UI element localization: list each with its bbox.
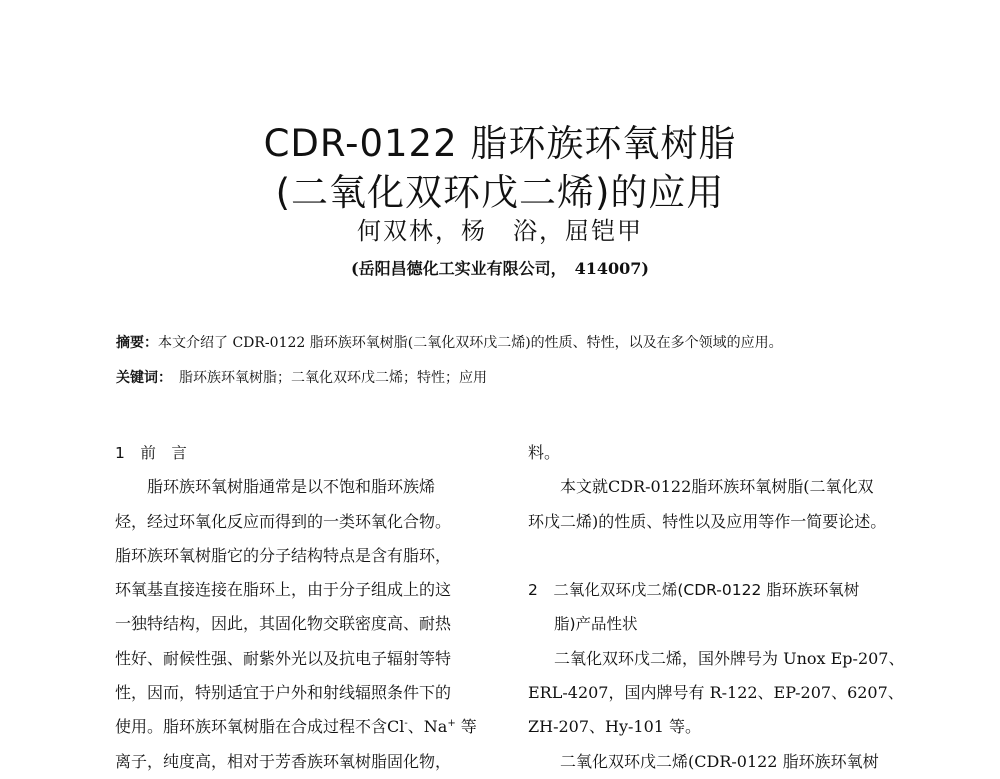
body-line: 环戊二烯)的性质、特性以及应用等作一简要论述。 bbox=[528, 511, 887, 531]
keywords bbox=[116, 368, 916, 388]
section-1-heading: 1 前 言 bbox=[115, 444, 187, 462]
authors: 何双林，杨 浴，屈铠甲 bbox=[357, 217, 643, 245]
body-line: 烃，经过环氧化反应而得到的一类环氧化合物。 bbox=[115, 511, 452, 531]
keywords-text: 脂环族环氧树脂；二氧化双环戊二烯；特性；应用 bbox=[165, 370, 487, 386]
body-line-cut: 二氧化双环戊二烯(CDR-0122 脂环族环氧树 bbox=[560, 751, 879, 771]
section-2-heading-cont: 脂)产品性状 bbox=[554, 615, 638, 634]
body-line: 性好、耐候性强、耐紫外光以及抗电子辐射等特 bbox=[115, 648, 452, 668]
body-line: ZH-207、Hy-101 等。 bbox=[528, 717, 702, 737]
body-line: 脂环族环氧树脂通常是以不饱和脂环族烯 bbox=[147, 477, 436, 497]
body-line: 本文就CDR-0122脂环族环氧树脂(二氧化双 bbox=[560, 477, 874, 497]
body-text: 、Na bbox=[407, 717, 448, 737]
abstract bbox=[116, 333, 916, 353]
paper-title-line-1: CDR-0122 脂环族环氧树脂 bbox=[263, 122, 737, 165]
keywords-label: 关键词： bbox=[116, 370, 165, 386]
superscript-minus: - bbox=[404, 718, 408, 730]
body-line: ERL-4207，国内牌号有 R-122、EP-207、6207、 bbox=[528, 683, 904, 703]
superscript-plus: + bbox=[447, 718, 456, 730]
body-line: 脂环族环氧树脂它的分子结构特点是含有脂环， bbox=[115, 545, 452, 565]
abstract-text: 本文介绍了 CDR-0122 脂环族环氧树脂(二氧化双环戊二烯)的性质、特性，以及在多个领域的应用。 bbox=[158, 335, 783, 351]
abstract-label: 摘要： bbox=[116, 335, 158, 351]
body-line: 一独特结构，因此，其固化物交联密度高、耐热 bbox=[115, 614, 452, 634]
body-line-cut: 离子，纯度高，相对于芳香族环氧树脂固化物， bbox=[115, 751, 452, 771]
body-text: 等 bbox=[455, 717, 477, 737]
section-2-heading: 2 二氧化双环戊二烯(CDR-0122 脂环族环氧树 bbox=[528, 581, 860, 600]
body-line: 性，因而，特别适宜于户外和射线辐照条件下的 bbox=[115, 683, 452, 703]
body-line: 环氧基直接连接在脂环上，由于分子组成上的这 bbox=[115, 580, 452, 600]
body-line bbox=[115, 710, 505, 744]
spacer bbox=[528, 539, 923, 573]
body-text: 使用。脂环族环氧树脂在合成过程不含Cl bbox=[115, 717, 405, 737]
body-line: 二氧化双环戊二烯，国外牌号为 Unox Ep-207、 bbox=[554, 648, 905, 668]
right-column bbox=[528, 436, 923, 779]
paper-title-line-2: (二氧化双环戊二烯)的应用 bbox=[275, 171, 725, 214]
left-column bbox=[115, 436, 505, 779]
body-line: 料。 bbox=[528, 443, 561, 462]
affiliation: (岳阳昌德化工实业有限公司， 414007) bbox=[351, 259, 649, 278]
